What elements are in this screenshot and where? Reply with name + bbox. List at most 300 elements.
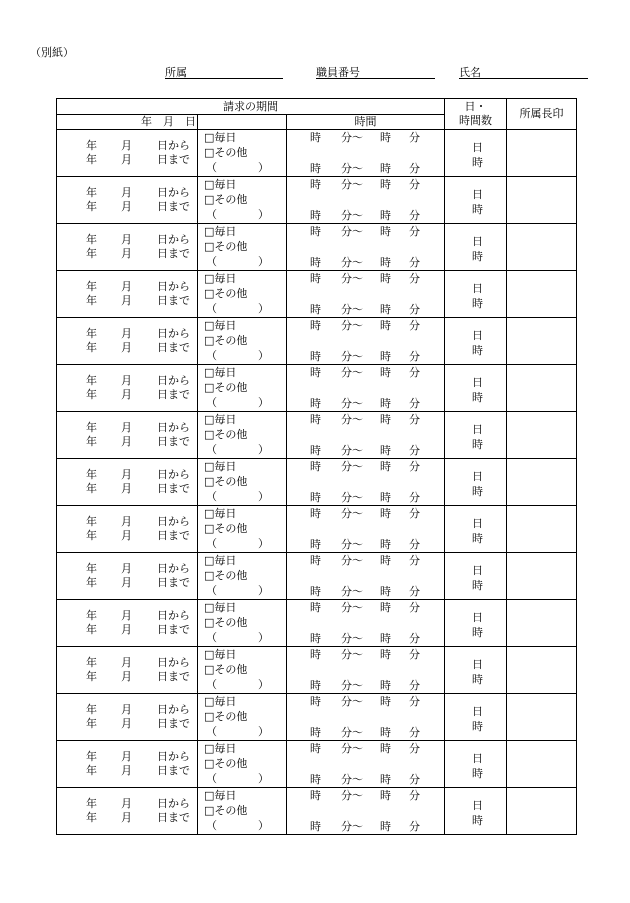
time2-hour-end: 時 [380,679,391,692]
seal-cell[interactable] [507,365,577,412]
from-month-label: 月 [121,703,132,716]
from-day-label: 日から [157,750,190,763]
daily-checkbox[interactable]: □毎日 [204,272,237,285]
from-year-label: 年 [86,233,97,246]
time2-hour-end: 時 [380,256,391,269]
time2-minute-tilde: 分～ [341,162,363,175]
from-year-label: 年 [86,515,97,528]
time2-hour: 時 [310,491,321,504]
other-checkbox[interactable]: □その他 [204,334,248,347]
other-paren-close: ） [258,537,269,550]
hours-label: 時 [472,391,484,404]
time-cell[interactable] [287,600,445,647]
until-year-label: 年 [86,529,97,542]
days-hours-cell[interactable] [445,130,507,177]
time2-minute-tilde: 分～ [341,256,363,269]
daily-checkbox[interactable]: □毎日 [204,648,237,661]
until-day-label: 日まで [157,247,190,260]
days-label: 日 [472,799,484,812]
time1-hour-end: 時 [380,695,391,708]
time2-hour-end: 時 [380,350,391,363]
seal-cell[interactable] [507,506,577,553]
seal-cell[interactable] [507,177,577,224]
other-paren-open: （ [206,537,217,550]
days-hours-cell[interactable] [445,553,507,600]
time-cell[interactable] [287,130,445,177]
hours-label: 時 [472,579,484,592]
until-day-label: 日まで [157,670,190,683]
time2-minute-tilde: 分～ [341,726,363,739]
hours-label: 時 [472,203,484,216]
until-month-label: 月 [121,435,132,448]
time1-minute-end: 分 [409,648,420,661]
until-month-label: 月 [121,247,132,260]
other-paren-close: ） [258,725,269,738]
date-cell[interactable] [57,553,198,600]
until-month-label: 月 [121,670,132,683]
seal-cell[interactable] [507,412,577,459]
time1-hour: 時 [310,319,321,332]
other-checkbox[interactable]: □その他 [204,240,248,253]
date-cell[interactable] [57,318,198,365]
other-checkbox[interactable]: □その他 [204,428,248,441]
time-cell[interactable] [287,224,445,271]
seal-cell[interactable] [507,224,577,271]
days-hours-cell[interactable] [445,647,507,694]
daily-checkbox[interactable]: □毎日 [204,131,237,144]
other-checkbox[interactable]: □その他 [204,146,248,159]
other-checkbox[interactable]: □その他 [204,710,248,723]
from-day-label: 日から [157,374,190,387]
seal-header: 所属長印 [507,99,577,130]
until-day-label: 日まで [157,717,190,730]
seal-cell[interactable] [507,741,577,788]
until-month-label: 月 [121,811,132,824]
from-year-label: 年 [86,797,97,810]
days-label: 日 [472,658,484,671]
from-day-label: 日から [157,280,190,293]
time-cell[interactable] [287,788,445,835]
days-label: 日 [472,564,484,577]
time-cell[interactable] [287,271,445,318]
daily-checkbox[interactable]: □毎日 [204,601,237,614]
option-cell [198,271,287,318]
days-label: 日 [472,752,484,765]
from-year-label: 年 [86,374,97,387]
attachment-label: （別紙） [30,46,74,59]
time-cell[interactable] [287,553,445,600]
affiliation-field[interactable] [165,64,283,78]
days-hours-cell[interactable] [445,600,507,647]
other-paren-open: （ [206,161,217,174]
seal-cell[interactable] [507,694,577,741]
from-day-label: 日から [157,233,190,246]
until-year-label: 年 [86,482,97,495]
other-paren-open: （ [206,443,217,456]
time1-hour-end: 時 [380,366,391,379]
seal-cell[interactable] [507,130,577,177]
time1-minute-tilde: 分～ [341,742,363,755]
option-cell [198,365,287,412]
request-row [57,506,577,553]
time2-hour: 時 [310,256,321,269]
request-row [57,553,577,600]
time2-hour-end: 時 [380,209,391,222]
other-checkbox[interactable]: □その他 [204,522,248,535]
from-year-label: 年 [86,609,97,622]
daily-checkbox[interactable]: □毎日 [204,695,237,708]
time2-minute-end: 分 [409,397,420,410]
other-checkbox[interactable]: □その他 [204,569,248,582]
days-label: 日 [472,517,484,530]
hours-label: 時 [472,250,484,263]
time2-hour-end: 時 [380,585,391,598]
date-cell[interactable] [57,741,198,788]
until-year-label: 年 [86,435,97,448]
date-cell[interactable] [57,271,198,318]
from-year-label: 年 [86,750,97,763]
name-field[interactable] [459,64,588,78]
other-checkbox[interactable]: □その他 [204,804,248,817]
from-month-label: 月 [121,374,132,387]
time1-minute-tilde: 分～ [341,460,363,473]
time1-minute-end: 分 [409,789,420,802]
seal-cell[interactable] [507,553,577,600]
seal-cell[interactable] [507,271,577,318]
time1-hour-end: 時 [380,789,391,802]
option-cell [198,553,287,600]
other-checkbox[interactable]: □その他 [204,193,248,206]
other-paren-open: （ [206,584,217,597]
time-cell[interactable] [287,647,445,694]
time2-minute-tilde: 分～ [341,585,363,598]
time2-minute-tilde: 分～ [341,773,363,786]
time-cell[interactable] [287,365,445,412]
time1-hour: 時 [310,742,321,755]
time-cell[interactable] [287,459,445,506]
other-paren-close: ） [258,631,269,644]
time1-minute-tilde: 分～ [341,178,363,191]
time1-minute-end: 分 [409,319,420,332]
other-checkbox[interactable]: □その他 [204,287,248,300]
time2-hour-end: 時 [380,444,391,457]
time1-hour: 時 [310,507,321,520]
time1-hour: 時 [310,131,321,144]
other-checkbox[interactable]: □その他 [204,663,248,676]
until-month-label: 月 [121,576,132,589]
time1-minute-end: 分 [409,601,420,614]
option-cell [198,459,287,506]
time2-minute-end: 分 [409,491,420,504]
hours-label: 時 [472,532,484,545]
other-checkbox[interactable]: □その他 [204,381,248,394]
other-paren-close: ） [258,208,269,221]
employee-number-field[interactable] [316,64,435,78]
time1-hour: 時 [310,272,321,285]
time2-minute-tilde: 分～ [341,444,363,457]
from-year-label: 年 [86,421,97,434]
request-row [57,694,577,741]
date-cell[interactable] [57,365,198,412]
time1-hour: 時 [310,225,321,238]
days-hours-cell[interactable] [445,459,507,506]
days-hours-cell[interactable] [445,365,507,412]
seal-cell[interactable] [507,459,577,506]
other-paren-close: ） [258,255,269,268]
time2-minute-tilde: 分～ [341,397,363,410]
time1-hour-end: 時 [380,601,391,614]
until-day-label: 日まで [157,576,190,589]
until-month-label: 月 [121,294,132,307]
time1-hour-end: 時 [380,742,391,755]
from-year-label: 年 [86,468,97,481]
date-cell[interactable] [57,647,198,694]
until-day-label: 日まで [157,764,190,777]
time2-hour: 時 [310,820,321,833]
hours-label: 時 [472,156,484,169]
time-cell[interactable] [287,694,445,741]
time1-minute-tilde: 分～ [341,413,363,426]
from-year-label: 年 [86,186,97,199]
days-hours-cell[interactable] [445,694,507,741]
other-paren-open: （ [206,772,217,785]
hours-label: 時 [472,438,484,451]
request-row [57,271,577,318]
until-month-label: 月 [121,153,132,166]
from-month-label: 月 [121,656,132,669]
hours-label: 時 [472,814,484,827]
date-cell[interactable] [57,459,198,506]
time1-hour: 時 [310,789,321,802]
time1-hour-end: 時 [380,413,391,426]
time1-minute-end: 分 [409,695,420,708]
from-year-label: 年 [86,280,97,293]
until-month-label: 月 [121,341,132,354]
until-month-label: 月 [121,388,132,401]
until-month-label: 月 [121,482,132,495]
daily-checkbox[interactable]: □毎日 [204,789,237,802]
other-paren-open: （ [206,819,217,832]
from-day-label: 日から [157,515,190,528]
time1-hour: 時 [310,413,321,426]
time-cell[interactable] [287,177,445,224]
days-label: 日 [472,470,484,483]
time2-minute-end: 分 [409,773,420,786]
time1-minute-tilde: 分～ [341,695,363,708]
from-day-label: 日から [157,609,190,622]
time2-minute-tilde: 分～ [341,491,363,504]
from-month-label: 月 [121,797,132,810]
days-hours-cell[interactable] [445,412,507,459]
request-row [57,177,577,224]
time2-hour: 時 [310,679,321,692]
time2-minute-end: 分 [409,303,420,316]
days-hours-cell[interactable] [445,741,507,788]
days-hours-cell[interactable] [445,318,507,365]
option-cell [198,224,287,271]
time2-hour: 時 [310,773,321,786]
other-paren-open: （ [206,725,217,738]
from-day-label: 日から [157,468,190,481]
date-cell[interactable] [57,788,198,835]
from-month-label: 月 [121,515,132,528]
request-row [57,459,577,506]
daily-checkbox[interactable]: □毎日 [204,460,237,473]
time2-hour-end: 時 [380,726,391,739]
time2-minute-tilde: 分～ [341,679,363,692]
until-day-label: 日まで [157,482,190,495]
time2-hour-end: 時 [380,491,391,504]
seal-cell[interactable] [507,647,577,694]
time1-minute-tilde: 分～ [341,601,363,614]
from-day-label: 日から [157,421,190,434]
time1-minute-end: 分 [409,225,420,238]
from-month-label: 月 [121,186,132,199]
date-cell[interactable] [57,177,198,224]
hours-label: 時 [472,720,484,733]
other-paren-close: ） [258,490,269,503]
other-checkbox[interactable]: □その他 [204,475,248,488]
seal-cell[interactable] [507,318,577,365]
time1-minute-end: 分 [409,366,420,379]
days-hours-cell[interactable] [445,177,507,224]
other-paren-open: （ [206,396,217,409]
time1-hour-end: 時 [380,131,391,144]
time2-hour-end: 時 [380,303,391,316]
time2-minute-end: 分 [409,679,420,692]
daily-checkbox[interactable]: □毎日 [204,413,237,426]
time1-hour-end: 時 [380,272,391,285]
leave-request-table [56,98,577,835]
date-cell[interactable] [57,130,198,177]
date-cell[interactable] [57,224,198,271]
until-day-label: 日まで [157,294,190,307]
time2-minute-tilde: 分～ [341,209,363,222]
time-cell[interactable] [287,318,445,365]
time1-hour: 時 [310,366,321,379]
from-year-label: 年 [86,327,97,340]
days-label: 日 [472,188,484,201]
daily-checkbox[interactable]: □毎日 [204,178,237,191]
time2-minute-end: 分 [409,444,420,457]
other-paren-open: （ [206,490,217,503]
date-cell[interactable] [57,694,198,741]
time-cell[interactable] [287,506,445,553]
request-row [57,647,577,694]
other-checkbox[interactable]: □その他 [204,616,248,629]
until-year-label: 年 [86,811,97,824]
days-label: 日 [472,329,484,342]
time1-hour: 時 [310,460,321,473]
daily-checkbox[interactable]: □毎日 [204,554,237,567]
hours-label: 時 [472,626,484,639]
hours-label: 時 [472,767,484,780]
from-month-label: 月 [121,750,132,763]
other-paren-open: （ [206,631,217,644]
request-row [57,224,577,271]
from-month-label: 月 [121,327,132,340]
time2-minute-end: 分 [409,820,420,833]
from-month-label: 月 [121,421,132,434]
days-label: 日 [472,705,484,718]
time2-hour-end: 時 [380,632,391,645]
time-header: 時間 [287,115,445,130]
until-year-label: 年 [86,200,97,213]
until-day-label: 日まで [157,811,190,824]
request-row [57,318,577,365]
daily-checkbox[interactable]: □毎日 [204,366,237,379]
hours-label: 時 [472,485,484,498]
days-hours-cell[interactable] [445,271,507,318]
daily-checkbox[interactable]: □毎日 [204,225,237,238]
days-hours-cell[interactable] [445,788,507,835]
date-cell[interactable] [57,600,198,647]
time1-minute-tilde: 分～ [341,319,363,332]
time1-minute-tilde: 分～ [341,225,363,238]
from-day-label: 日から [157,327,190,340]
time2-hour-end: 時 [380,397,391,410]
other-paren-close: ） [258,349,269,362]
days-label: 日 [472,141,484,154]
daily-checkbox[interactable]: □毎日 [204,507,237,520]
period-header: 請求の期間 [57,99,445,115]
date-cell[interactable] [57,412,198,459]
time2-minute-end: 分 [409,538,420,551]
time1-minute-tilde: 分～ [341,366,363,379]
time2-hour: 時 [310,209,321,222]
time2-hour-end: 時 [380,538,391,551]
daily-checkbox[interactable]: □毎日 [204,319,237,332]
from-month-label: 月 [121,609,132,622]
other-checkbox[interactable]: □その他 [204,757,248,770]
time2-minute-end: 分 [409,350,420,363]
other-paren-open: （ [206,255,217,268]
hours-label: 時 [472,673,484,686]
from-month-label: 月 [121,233,132,246]
days-label: 日 [472,235,484,248]
time1-minute-tilde: 分～ [341,554,363,567]
other-paren-close: ） [258,819,269,832]
from-month-label: 月 [121,468,132,481]
request-row [57,600,577,647]
time1-hour: 時 [310,648,321,661]
time-cell[interactable] [287,741,445,788]
time1-minute-end: 分 [409,742,420,755]
time1-minute-tilde: 分～ [341,648,363,661]
days-hours-cell[interactable] [445,224,507,271]
daily-checkbox[interactable]: □毎日 [204,742,237,755]
days-label: 日 [472,282,484,295]
option-cell [198,741,287,788]
other-paren-close: ） [258,772,269,785]
other-paren-close: ） [258,302,269,315]
request-row [57,130,577,177]
seal-cell[interactable] [507,600,577,647]
time-cell[interactable] [287,412,445,459]
time1-minute-tilde: 分～ [341,789,363,802]
from-month-label: 月 [121,139,132,152]
time1-hour: 時 [310,554,321,567]
days-hours-cell[interactable] [445,506,507,553]
time2-hour: 時 [310,397,321,410]
from-day-label: 日から [157,797,190,810]
until-year-label: 年 [86,764,97,777]
until-year-label: 年 [86,247,97,260]
date-cell[interactable] [57,506,198,553]
seal-cell[interactable] [507,788,577,835]
option-cell [198,177,287,224]
other-paren-open: （ [206,208,217,221]
